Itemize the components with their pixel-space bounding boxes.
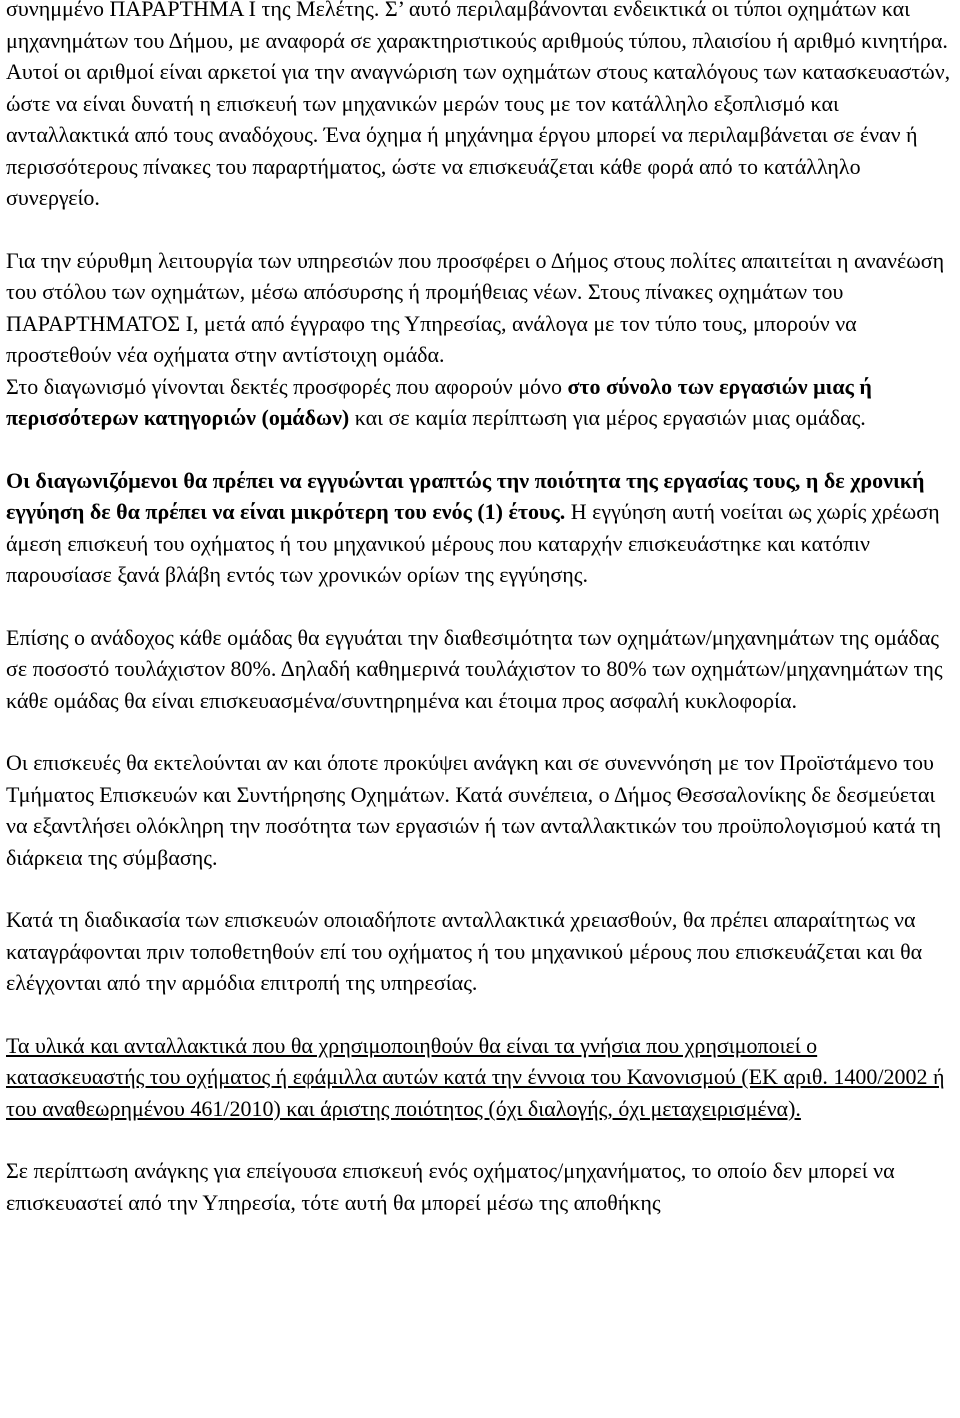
- paragraph-warranty: [6, 465, 954, 591]
- paragraph-gap: [6, 434, 954, 465]
- paragraph-gap: [6, 591, 954, 622]
- paragraph-gap: [6, 999, 954, 1030]
- tender-scope-text-end: και σε καμία περίπτωση για μέρος εργασιών μιας ομάδας.: [349, 405, 866, 430]
- paragraph-vehicle-catalog: συνημμένο ΠΑΡΑΡΤΗΜΑ Ι της Μελέτης. Σ’ αυτό περιλαμβάνονται ενδεικτικά οι τύποι οχημάτων και μηχανημάτων του Δήμου, με αναφορά σε χαρακτηριστικούς αριθμούς τύπου, πλαισίου ή αριθμό κινητήρα. Αυτοί οι αριθμοί είναι αρκετοί για την αναγνώριση των οχημάτων στους καταλόγους των κατασκευαστών, ώστε να είναι δυνατή η επισκευή των μηχανικών μερών τους με τον κατάλληλο εξοπλισμό και ανταλλακτικά από τους αναδόχους. Ένα όχημα ή μηχάνημα έργου μπορεί να περιλαμβάνεται σε έναν ή περισσότερους πίνακες του παραρτήματος, ώστε να επισκευάζεται κάθε φορά από το κατάλληλο συνεργείο.: [6, 0, 951, 210]
- warranty-text: Η εγγύηση αυτή νοείται ως χωρίς χρέωση άμεση επισκευή του οχήματος ή του μηχανικού μέρους που καταρχήν επισκευάστηκε και κατόπιν παρουσίασε ξανά βλάβη εντός των χρονικών ορίων της εγγύησης.: [6, 499, 940, 587]
- paragraph-tender-scope: [6, 371, 954, 434]
- paragraph-fleet-renewal: Για την εύρυθμη λειτουργία των υπηρεσιών που προσφέρει ο Δήμος στους πολίτες απαιτείται η ανανέωση του στόλου των οχημάτων, μέσω απόσυρσης ή προμήθειας νέων. Στους πίνακες οχημάτων του ΠΑΡΑΡΤΗΜΑΤΟΣ Ι, μετά από έγγραφο της Υπηρεσίας, ανάλογα με τον τύπο τους, μπορούν να προστεθούν νέα οχήματα στην αντίστοιχη ομάδα.: [6, 247, 945, 367]
- paragraph-urgent-repair: Σε περίπτωση ανάγκης για επείγουσα επισκευή ενός οχήματος/μηχανήματος, το οποίο δεν μπορεί να επισκευαστεί από την Υπηρεσία, τότε αυτή θα μπορεί μέσω της αποθήκης: [6, 1158, 895, 1215]
- paragraph-spare-parts-logging: Κατά τη διαδικασία των επισκευών οποιαδήποτε ανταλλακτικά χρειασθούν, θα πρέπει απαραίτητως να καταγράφονται πριν τοποθετηθούν επί του οχήματος ή του μηχανικού μέρους που επισκευάζεται και θα ελέγχονται από την αρμόδια επιτροπή της υπηρεσίας.: [6, 907, 923, 995]
- paragraph-gap: [6, 214, 954, 245]
- tender-scope-text: Στο διαγωνισμό γίνονται δεκτές προσφορές που αφορούν μόνο: [6, 373, 568, 399]
- paragraph-genuine-parts: Τα υλικά και ανταλλακτικά που θα χρησιμοποιηθούν θα είναι τα γνήσια που χρησιμοποιεί ο κατασκευαστής του οχήματος ή εφάμιλλα αυτών κατά την έννοια του Κανονισμού (ΕΚ αριθ. 1400/2002 ή του αναθεωρημένου 461/2010) και άριστης ποιότητος (όχι διαλογής, όχι μεταχειρισμένα).: [6, 1032, 945, 1121]
- paragraph-gap: [6, 1124, 954, 1155]
- paragraph-availability: Επίσης ο ανάδοχος κάθε ομάδας θα εγγυάται την διαθεσιμότητα των οχημάτων/μηχανημάτων της ομάδας σε ποσοστό τουλάχιστον 80%. Δηλαδή καθημερινά τουλάχιστον το 80% των οχημάτων/μηχανημάτων της κάθε ομάδας θα είναι επισκευασμένα/συντηρημένα και έτοιμα προς ασφαλή κυκλοφορία.: [6, 624, 943, 713]
- paragraph-gap: [6, 873, 954, 904]
- paragraph-gap: [6, 716, 954, 747]
- warranty-emphasis: Οι διαγωνιζόμενοι θα πρέπει να εγγυώνται γραπτώς την ποιότητα της εργασίας τους, η δε χρονική εγγύηση δε θα πρέπει να είναι μικρότερη του ενός (1) έτους.: [6, 467, 925, 524]
- paragraph-repairs-schedule: Οι επισκευές θα εκτελούνται αν και όποτε προκύψει ανάγκη και σε συνεννόηση με τον Προϊστάμενο του Τμήματος Επισκευών και Συντήρησης Οχημάτων. Κατά συνέπεια, ο Δήμος Θεσσαλονίκης δε δεσμεύεται να εξαντλήσει ολόκληρη την ποσότητα των εργασιών ή των ανταλλακτικών του προϋπολογισμού κατά τη διάρκεια της σύμβασης.: [6, 750, 942, 870]
- tender-scope-emphasis: στο σύνολο των εργασιών μιας ή περισσότερων κατηγοριών (ομάδων): [6, 373, 872, 430]
